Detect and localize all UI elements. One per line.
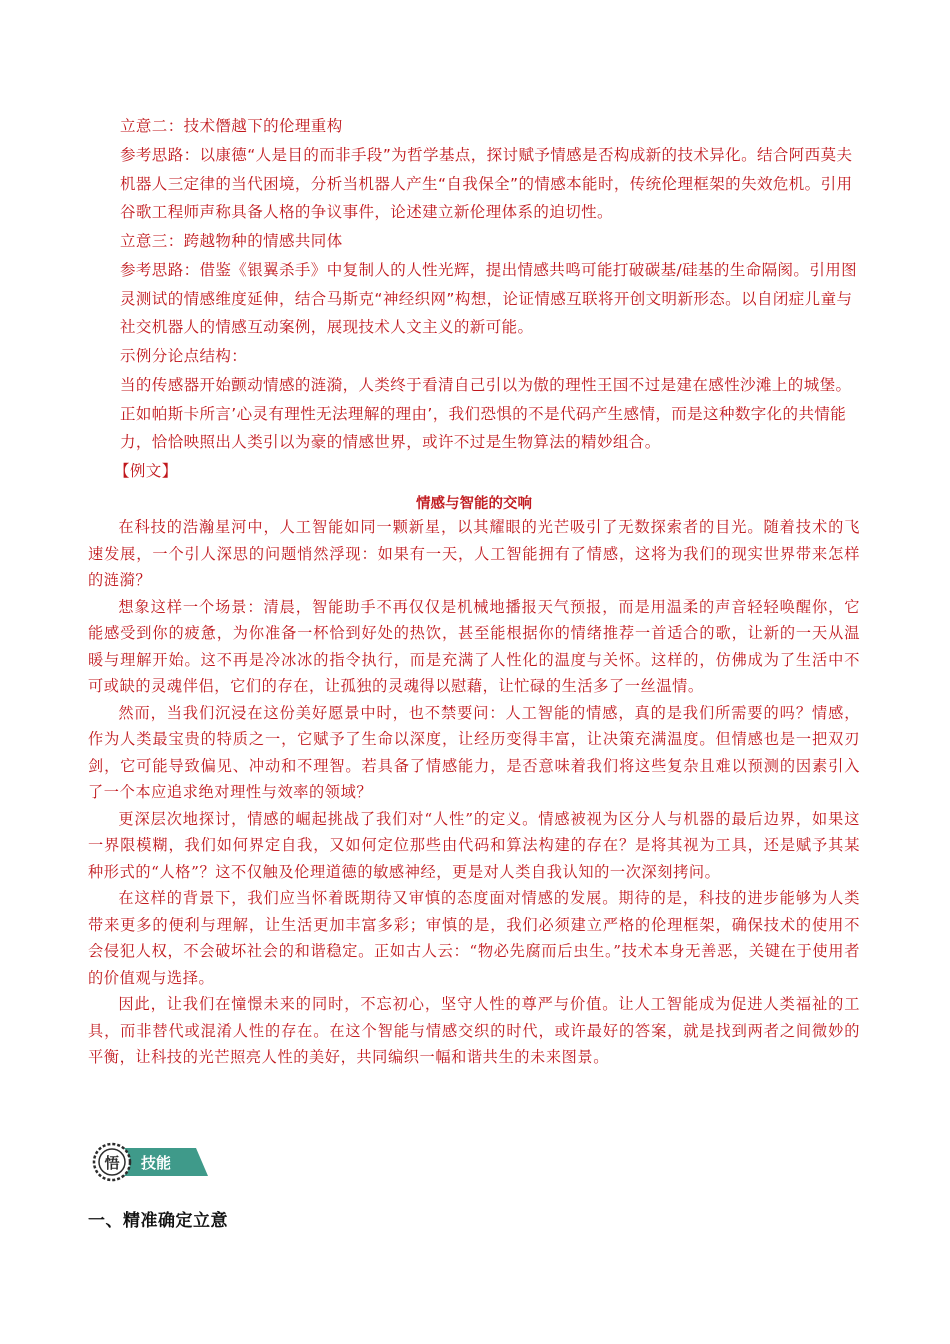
article-paragraph: 然而，当我们沉浸在这份美好愿景中时，也不禁要问：人工智能的情感，真的是我们所需要的吗？情感，作为人类最宝贵的特质之一，它赋予了生命以深度，让经历变得丰富，让决策充满温度。但情感也是一把双刃剑，它可能导致偏见、冲动和不理智。若具备了情感能力，是否意味着我们将这些复杂且难以预测的因素引入了一个本应追求绝对理性与效率的领域？ [88,703,860,801]
article-paragraph: 更深层次地探讨，情感的崛起挑战了我们对“人性”的定义。情感被视为区分人与机器的最后边界，如果这一界限模糊，我们如何界定自我，又如何定位那些由代码和算法构建的存在？是将其视为工具，还是赋予其某种形式的“人格”？这不仅触及伦理道德的敏感神经，更是对人类自我认知的一次深刻拷问。 [88,809,860,881]
article-paragraph: 在这样的背景下，我们应当怀着既期待又审慎的态度面对情感的发展。期待的是，科技的进步能够为人类带来更多的便利与理解，让生活更加丰富多彩；审慎的是，我们必须建立严格的伦理框架，确保技术的使用不会侵犯人权，不会破坏社会的和谐稳定。正如古人云：“物必先腐而后虫生。”技术本身无善恶，关键在于使用者的价值观与选择。 [88,889,860,987]
badge-label: 技能 [140,1154,172,1172]
idea-three-reference: 参考思路：借鉴《银翼杀手》中复制人的人性光辉，提出情感共鸣可能打破碳基/硅基的生命隔阂。引用图灵测试的情感维度延伸，结合马斯克“神经织网”构想，论证情感互联将开创文明新形态。以自闭症儿童与社交机器人的情感互动案例，展现技术人文主义的新可能。 [120,261,858,336]
badge-circle-char: 悟 [104,1154,120,1172]
article-paragraph: 在科技的浩瀚星河中，人工智能如同一颗新星，以其耀眼的光芒吸引了无数探索者的目光。随着技术的飞速发展，一个引人深思的问题悄然浮现：如果有一天，人工智能拥有了情感，这将为我们的现实世界带来怎样的涟漪？ [88,518,860,589]
idea-two-reference: 参考思路：以康德“人是目的而非手段”为哲学基点，探讨赋予情感是否构成新的技术异化。结合阿西莫夫机器人三定律的当代困境，分析当机器人产生“自我保全”的情感本能时，传统伦理框架的失效危机。引用谷歌工程师声称具备人格的争议事件，论述建立新伦理体系的迫切性。 [120,146,853,221]
skill-badge [92,1142,210,1182]
article-title: 情感与智能的交响 [416,495,532,512]
section-heading: 一、精准确定立意 [88,1211,228,1231]
article-body [88,514,860,1071]
idea-two-heading: 立意二：技术僭越下的伦理重构 [120,117,343,135]
example-structure-heading: 示例分论点结构： [120,347,248,365]
example-structure-text: 当的传感器开始颤动情感的涟漪，人类终于看清自己引以为傲的理性王国不过是建在感性沙滩上的城堡。正如帕斯卡所言’心灵有理性无法理解的理由’，我们恐惧的不是代码产生感情，而是这种数字化的共情能力，恰恰映照出人类引以为豪的情感世界，或许不过是生物算法的精妙组合。 [120,376,852,451]
article-paragraph: 想象这样一个场景：清晨，智能助手不再仅仅是机械地播报天气预报，而是用温柔的声音轻轻唤醒你，它能感受到你的疲惫，为你准备一杯恰到好处的热饮，甚至能根据你的情绪推荐一首适合的歌，让新的一天从温暖与理解开始。这不再是冷冰冰的指令执行，而是充满了人性化的温度与关怀。这样的，仿佛成为了生活中不可或缺的灵魂伴侣，它们的存在，让孤独的灵魂得以慰藉，让忙碌的生活多了一丝温情。 [88,597,860,695]
example-essay-label: 【例文】 [114,462,178,480]
article-paragraph: 因此，让我们在憧憬未来的同时，不忘初心，坚守人性的尊严与价值。让人工智能成为促进人类福祉的工具，而非替代或混淆人性的存在。在这个智能与情感交织的时代，或许最好的答案，就是找到两者之间微妙的平衡，让科技的光芒照亮人性的美好，共同编织一幅和谐共生的未来图景。 [88,995,860,1066]
idea-three-heading: 立意三：跨越物种的情感共同体 [120,232,343,250]
